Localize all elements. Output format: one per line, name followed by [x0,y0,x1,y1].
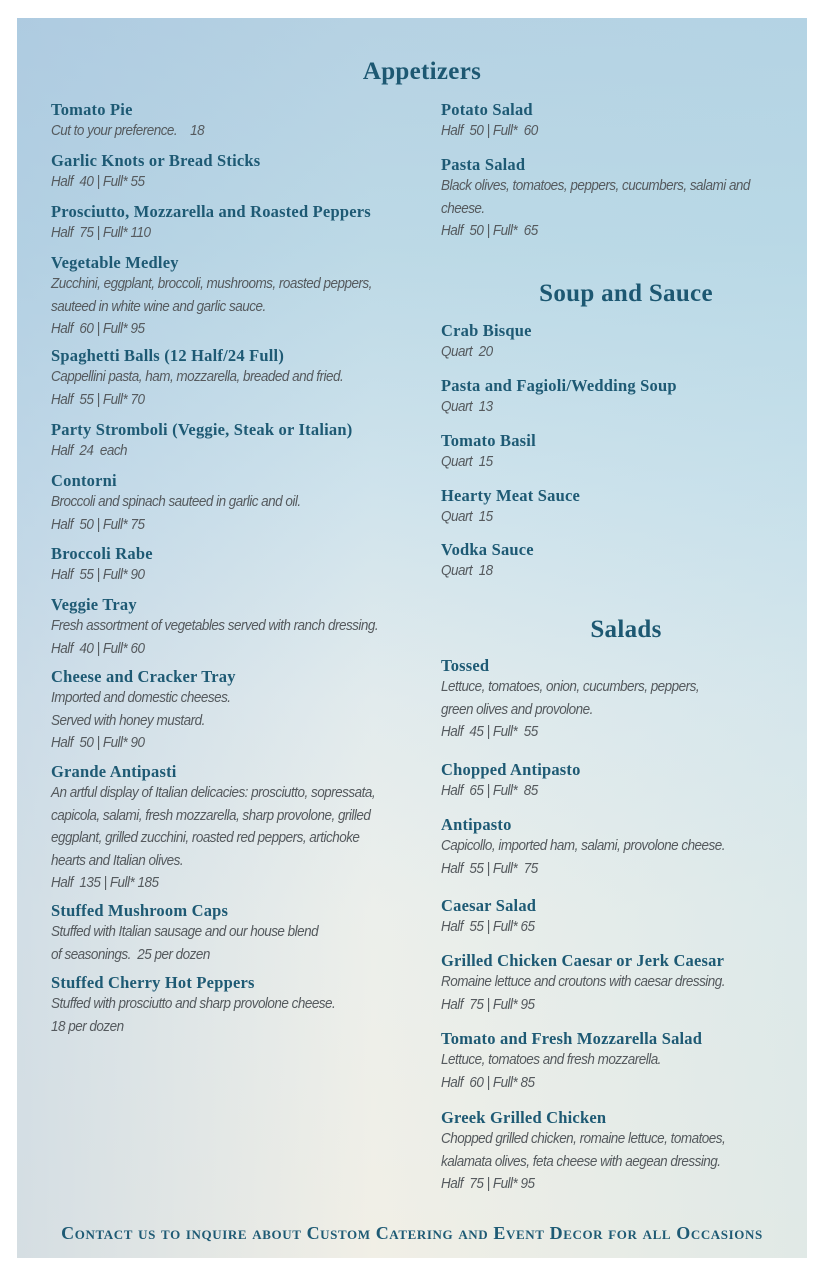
item-price: Half 135 | Full* 185 [51,875,159,891]
item-name: Party Stromboli (Veggie, Steak or Italian) [51,420,353,439]
item-price: Half 50 | Full* 65 [441,223,538,239]
item-price: Half 50 | Full* 60 [441,123,538,139]
soup-and-sauce-title: Soup and Sauce [539,280,713,307]
item-description: An artful display of Italian delicacies: prosciutto, sopressata, [51,785,376,801]
item-price: Quart 18 [441,563,493,579]
menu-item-grande-antipasti [51,762,399,895]
item-name: Veggie Tray [51,595,137,614]
item-description: green olives and provolone. [441,701,593,718]
menu-page [17,18,807,1258]
menu-item-broccoli-rabe [51,544,153,587]
item-price: Half 40 | Full* 55 [51,174,145,190]
item-price: Half 40 | Full* 60 [51,640,145,657]
item-price: Half 75 | Full* 95 [441,1176,535,1192]
item-name: Potato Salad [441,100,533,119]
item-name: Cheese and Cracker Tray [51,667,236,686]
item-description: hearts and Italian olives. [51,852,184,869]
menu-item-pasta-salad [441,155,773,243]
item-name: Stuffed Mushroom Caps [51,901,229,920]
item-description: capicola, salami, fresh mozzarella, sharp provolone, grilled [51,807,371,824]
item-name: Pasta and Fagioli/Wedding Soup [441,376,677,395]
item-description: Stuffed with prosciutto and sharp provolone cheese. [51,996,336,1012]
menu-item-stuffed-cherry-hot-peppers [51,973,357,1038]
menu-item-pasta-fagioli-wedding [441,376,677,419]
menu-item-antipasto [441,815,746,880]
item-name: Contorni [51,471,117,490]
item-description: Chopped grilled chicken, romaine lettuce, tomatoes, [441,1131,726,1147]
item-price: Quart 15 [441,509,493,525]
menu-item-vodka-sauce [441,540,534,583]
item-price: Half 60 | Full* 95 [51,321,145,337]
item-description: Imported and domestic cheeses. [51,690,231,706]
item-price: Quart 15 [441,454,493,470]
item-name: Hearty Meat Sauce [441,486,581,505]
item-name: Garlic Knots or Bread Sticks [51,151,261,170]
item-name: Tomato and Fresh Mozzarella Salad [441,1029,703,1048]
menu-item-spaghetti-balls [51,346,365,411]
item-price: Half 55 | Full* 75 [441,860,538,877]
item-name: Tossed [441,656,490,675]
item-price: Quart 20 [441,344,493,360]
item-name: Pasta Salad [441,155,526,174]
menu-item-crab-bisque [441,321,532,364]
item-name: Antipasto [441,815,512,834]
item-price: Half 50 | Full* 75 [51,516,145,533]
menu-item-tomato-basil [441,431,536,474]
item-description: sauteed in white wine and garlic sauce. [51,298,266,315]
menu-item-caesar-salad [441,896,542,939]
item-price: Half 50 | Full* 90 [51,735,145,751]
menu-item-stuffed-mushroom-caps [51,901,338,966]
item-name: Vegetable Medley [51,253,179,272]
item-name: Tomato Pie [51,100,133,119]
menu-item-tomato-pie [51,100,216,143]
item-price: Half 60 | Full* 85 [441,1074,535,1091]
item-price: Half 55 | Full* 90 [51,567,145,583]
item-name: Broccoli Rabe [51,544,153,563]
item-description: Served with honey mustard. [51,712,205,729]
menu-item-tomato-fresh-mozzarella [441,1029,702,1094]
menu-item-contorni [51,471,319,536]
item-price: of seasonings. 25 per dozen [51,946,210,963]
item-price: Half 75 | Full* 110 [51,225,151,241]
item-name: Grilled Chicken Caesar or Jerk Caesar [441,951,725,970]
item-description: Zucchini, eggplant, broccoli, mushrooms, roasted peppers, [51,276,372,292]
item-price: Half 55 | Full* 65 [441,919,535,935]
item-price: Half 45 | Full* 55 [441,724,538,740]
item-description: kalamata olives, feta cheese with aegean dressing. [441,1153,721,1170]
item-name: Stuffed Cherry Hot Peppers [51,973,255,992]
item-price: Cut to your preference. 18 [51,123,205,139]
menu-item-prosciutto-mozzarella [51,202,371,245]
item-price: 18 per dozen [51,1018,124,1035]
item-description: Lettuce, tomatoes, onion, cucumbers, peppers, [441,679,700,695]
menu-item-hearty-meat-sauce [441,486,580,529]
item-name: Caesar Salad [441,896,537,915]
item-description: Fresh assortment of vegetables served with ranch dressing. [51,618,379,634]
menu-item-grilled-chicken-caesar [441,951,746,1016]
item-price: Half 24 each [51,443,128,459]
item-price: Quart 13 [441,399,493,415]
item-description: Capicollo, imported ham, salami, provolone cheese. [441,838,725,854]
item-name: Crab Bisque [441,321,532,340]
item-description: Lettuce, tomatoes and fresh mozzarella. [441,1052,661,1068]
menu-item-greek-grilled-chicken [441,1108,747,1196]
menu-item-cheese-cracker-tray [51,667,244,755]
item-description: Romaine lettuce and croutons with caesar dressing. [441,974,725,990]
item-name: Vodka Sauce [441,540,534,559]
item-description: Black olives, tomatoes, peppers, cucumbers, salami and [441,178,750,194]
item-price: Half 65 | Full* 85 [441,783,538,799]
item-name: Tomato Basil [441,431,536,450]
item-description: Broccoli and spinach sauteed in garlic and oil. [51,494,301,510]
menu-item-chopped-antipasto [441,760,581,803]
item-name: Spaghetti Balls (12 Half/24 Full) [51,346,285,365]
item-name: Grande Antipasti [51,762,177,781]
menu-item-potato-salad [441,100,545,143]
item-description: eggplant, grilled zucchini, roasted red peppers, artichoke [51,830,360,846]
catering-contact-footer: Contact us to inquire about Custom Catering and Event Decor for all Occasions [61,1223,763,1243]
item-name: Prosciutto, Mozzarella and Roasted Peppers [51,202,371,221]
item-price: Half 75 | Full* 95 [441,996,535,1013]
menu-item-party-stromboli [51,420,352,463]
item-description: cheese. [441,200,485,217]
menu-item-veggie-tray [51,595,403,660]
item-name: Greek Grilled Chicken [441,1108,607,1127]
item-description: Stuffed with Italian sausage and our house blend [51,924,319,940]
item-description: Cappellini pasta, ham, mozzarella, breaded and fried. [51,369,344,385]
appetizers-title: Appetizers [362,58,482,85]
item-name: Chopped Antipasto [441,760,581,779]
menu-item-tossed [441,656,719,744]
item-price: Half 55 | Full* 70 [51,391,145,408]
menu-item-garlic-knots [51,151,260,194]
salads-title: Salads [590,616,662,643]
menu-item-vegetable-medley [51,253,396,341]
